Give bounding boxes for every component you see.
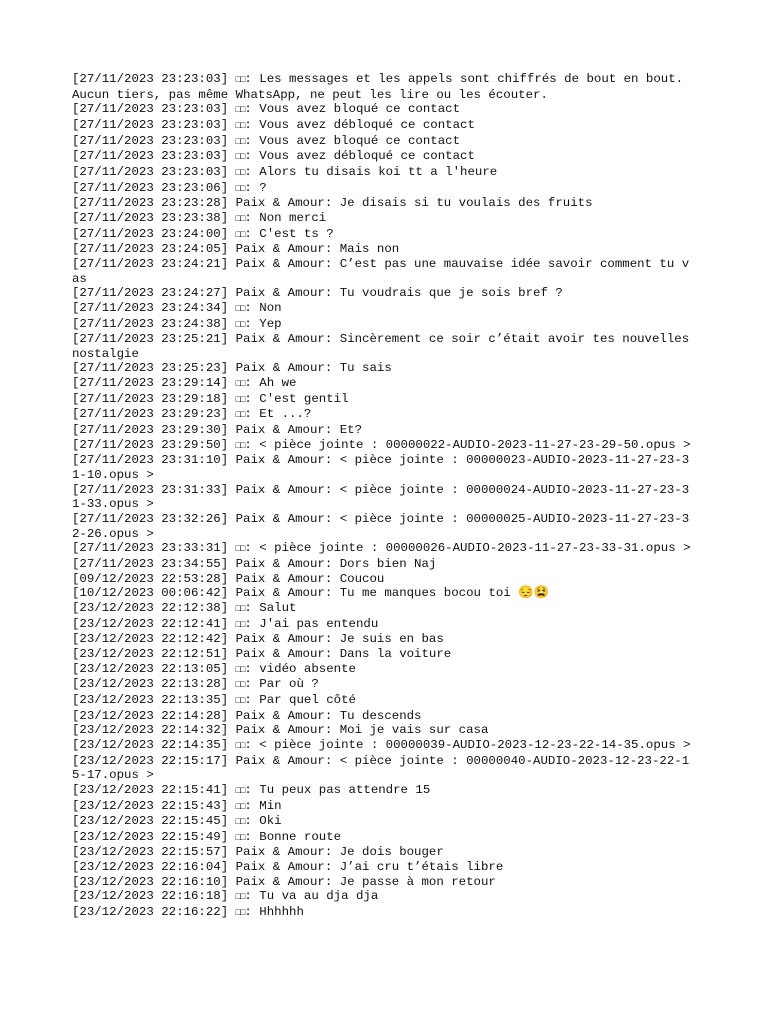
- message-timestamp: [27/11/2023 23:23:38]: [72, 210, 229, 225]
- message-text: Alors tu disais koi tt a l'heure: [259, 164, 498, 179]
- message-text: < pièce jointe : 00000024-AUDIO-2023-11-27-23-31-33.opus >: [72, 482, 690, 512]
- message-timestamp: [23/12/2023 22:13:35]: [72, 692, 229, 707]
- message-line: [27/11/2023 23:29:50] □□: < pièce jointe : 00000022-AUDIO-2023-11-27-23-29-50.opus >: [72, 437, 691, 452]
- message-timestamp: [27/11/2023 23:29:18]: [72, 391, 229, 406]
- message-sender: □□: [235, 167, 245, 178]
- message-timestamp: [23/12/2023 22:16:18]: [72, 889, 229, 904]
- message-text: < pièce jointe : 00000040-AUDIO-2023-12-23-22-15-17.opus >: [72, 753, 690, 783]
- message-text: Sincèrement ce soir c’était avoir tes nouvelles nostalgie: [72, 332, 697, 361]
- message-sender: □□: [235, 619, 245, 630]
- message-timestamp: [27/11/2023 23:32:26]: [72, 512, 229, 527]
- message-line: [23/12/2023 22:16:18] □□: Tu va au dja dja: [72, 889, 379, 904]
- message-sender: □□: [235, 394, 245, 405]
- message-sender: □□: [235, 785, 245, 796]
- message-timestamp: [23/12/2023 22:12:41]: [72, 616, 229, 631]
- message-timestamp: [27/11/2023 23:29:14]: [72, 376, 229, 391]
- message-timestamp: [23/12/2023 22:14:28]: [72, 708, 229, 723]
- message-text: Oki: [259, 814, 282, 829]
- message-timestamp: [23/12/2023 22:15:49]: [72, 829, 229, 844]
- message-text: Vous avez débloqué ce contact: [259, 149, 475, 164]
- message-timestamp: [23/12/2023 22:16:10]: [72, 874, 229, 889]
- message-line: [23/12/2023 22:15:49] □□: Bonne route: [72, 829, 342, 844]
- message-line: [27/11/2023 23:23:03] □□: Vous avez débloqué ce contact: [72, 117, 475, 132]
- message-text: Mais non: [339, 242, 400, 257]
- message-timestamp: [27/11/2023 23:23:03]: [72, 72, 229, 86]
- message-sender: Paix & Amour: [235, 332, 325, 347]
- message-line: [27/11/2023 23:23:03] □□: Vous avez débloqué ce contact: [72, 149, 475, 164]
- message-line: [27/11/2023 23:29:18] □□: C'est gentil: [72, 391, 349, 406]
- message-timestamp: [27/11/2023 23:24:27]: [72, 286, 229, 301]
- message-line: [23/12/2023 22:16:04] Paix & Amour: J’ai cru t’étais libre: [72, 860, 504, 875]
- message-line: [23/12/2023 22:15:17] Paix & Amour: < pièce jointe : 00000040-AUDIO-2023-12-23-22-15-17.opus >: [72, 753, 690, 783]
- message-line: [27/11/2023 23:24:05] Paix & Amour: Mais non: [72, 242, 400, 257]
- message-text: Yep: [259, 316, 282, 331]
- message-text: Je suis en bas: [339, 632, 444, 647]
- message-text: Tu me manques bocou toi 😔😫: [339, 586, 550, 601]
- message-timestamp: [27/11/2023 23:24:00]: [72, 226, 229, 241]
- message-text: Je disais si tu voulais des fruits: [339, 196, 593, 211]
- message-sender: □□: [235, 136, 245, 147]
- message-timestamp: [27/11/2023 23:24:34]: [72, 300, 229, 315]
- message-timestamp: [23/12/2023 22:12:38]: [72, 600, 229, 615]
- message-timestamp: [10/12/2023 00:06:42]: [72, 586, 229, 601]
- message-line: [27/11/2023 23:24:34] □□: Non: [72, 300, 282, 315]
- message-text: Salut: [259, 600, 297, 615]
- message-line: [27/11/2023 23:31:10] Paix & Amour: < pièce jointe : 00000023-AUDIO-2023-11-27-23-31-10.opus >: [72, 453, 690, 483]
- message-line: [27/11/2023 23:24:38] □□: Yep: [72, 316, 282, 331]
- message-text: Tu va au dja dja: [259, 889, 379, 904]
- message-text: Je passe à mon retour: [339, 874, 496, 889]
- message-sender: Paix & Amour: [235, 874, 325, 889]
- message-timestamp: [27/11/2023 23:23:28]: [72, 196, 229, 211]
- message-text: Ah we: [259, 376, 297, 391]
- message-text: < pièce jointe : 00000039-AUDIO-2023-12-23-22-14-35.opus >: [259, 737, 691, 752]
- message-line: [09/12/2023 22:53:28] Paix & Amour: Coucou: [72, 571, 385, 586]
- message-timestamp: [27/11/2023 23:23:06]: [72, 180, 229, 195]
- message-sender: □□: [235, 379, 245, 390]
- message-sender: □□: [235, 603, 245, 614]
- message-sender: Paix & Amour: [235, 753, 325, 768]
- message-timestamp: [23/12/2023 22:15:43]: [72, 798, 229, 813]
- message-timestamp: [23/12/2023 22:15:57]: [72, 845, 229, 860]
- message-timestamp: [23/12/2023 22:15:45]: [72, 814, 229, 829]
- message-line: [23/12/2023 22:14:35] □□: < pièce jointe : 00000039-AUDIO-2023-12-23-22-14-35.opus >: [72, 737, 691, 752]
- message-line: [23/12/2023 22:12:42] Paix & Amour: Je suis en bas: [72, 632, 444, 647]
- message-line: [23/12/2023 22:15:41] □□: Tu peux pas attendre 15: [72, 782, 431, 797]
- message-timestamp: [23/12/2023 22:14:35]: [72, 737, 229, 752]
- message-timestamp: [23/12/2023 22:16:04]: [72, 860, 229, 875]
- message-timestamp: [23/12/2023 22:12:51]: [72, 646, 229, 661]
- message-sender: Paix & Amour: [235, 708, 325, 723]
- message-line: [27/11/2023 23:23:06] □□: ?: [72, 180, 267, 195]
- message-timestamp: [27/11/2023 23:31:33]: [72, 482, 229, 497]
- message-line: [10/12/2023 00:06:42] Paix & Amour: Tu me manques bocou toi 😔😫: [72, 586, 550, 601]
- message-line: [23/12/2023 22:13:05] □□: vidéo absente: [72, 661, 356, 676]
- message-text: Coucou: [339, 571, 385, 586]
- message-sender: □□: [235, 183, 245, 194]
- message-line: [27/11/2023 23:23:03] □□: Les messages et les appels sont chiffrés de bout en bout. Aucun tiers, pas même WhatsApp, ne peut les lire ou les écouter.: [72, 72, 691, 102]
- message-line: [23/12/2023 22:14:32] Paix & Amour: Moi je vais sur casa: [72, 723, 489, 738]
- message-text: C'est ts ?: [259, 226, 334, 241]
- message-timestamp: [23/12/2023 22:14:32]: [72, 723, 229, 738]
- message-text: Et ...?: [259, 407, 312, 422]
- message-timestamp: [27/11/2023 23:31:10]: [72, 453, 229, 468]
- message-sender: Paix & Amour: [235, 845, 325, 860]
- message-line: [27/11/2023 23:25:21] Paix & Amour: Sincèrement ce soir c’était avoir tes nouvelles nostalgie: [72, 332, 697, 361]
- message-text: Et?: [339, 423, 363, 438]
- message-text: Moi je vais sur casa: [339, 723, 489, 738]
- message-line: [27/11/2023 23:32:26] Paix & Amour: < pièce jointe : 00000025-AUDIO-2023-11-27-23-32-26.opus >: [72, 512, 690, 541]
- message-line: [23/12/2023 22:13:28] □□: Par où ?: [72, 677, 319, 692]
- message-line: [27/11/2023 23:23:38] □□: Non merci: [72, 210, 327, 225]
- message-timestamp: [09/12/2023 22:53:28]: [72, 571, 229, 586]
- message-sender: □□: [235, 105, 245, 116]
- message-text: < pièce jointe : 00000026-AUDIO-2023-11-27-23-33-31.opus >: [259, 541, 691, 556]
- message-sender: □□: [235, 213, 245, 224]
- message-text: C'est gentil: [259, 391, 349, 406]
- message-line: [23/12/2023 22:14:28] Paix & Amour: Tu descends: [72, 708, 422, 723]
- message-text: < pièce jointe : 00000023-AUDIO-2023-11-27-23-31-10.opus >: [72, 453, 690, 483]
- message-timestamp: [27/11/2023 23:33:31]: [72, 541, 229, 556]
- message-text: Par quel côté: [259, 692, 356, 707]
- message-sender: Paix & Amour: [235, 860, 325, 875]
- message-timestamp: [27/11/2023 23:23:03]: [72, 164, 229, 179]
- message-line: [23/12/2023 22:16:10] Paix & Amour: Je passe à mon retour: [72, 874, 496, 889]
- message-line: [27/11/2023 23:23:03] □□: Alors tu disais koi tt a l'heure: [72, 164, 498, 179]
- message-text: Hhhhhh: [259, 905, 304, 920]
- message-sender: Paix & Amour: [235, 646, 325, 661]
- message-text: vidéo absente: [259, 661, 356, 676]
- message-text: Min: [259, 798, 282, 813]
- message-sender: □□: [235, 908, 245, 919]
- message-line: [23/12/2023 22:13:35] □□: Par quel côté: [72, 692, 356, 707]
- message-sender: Paix & Amour: [235, 557, 325, 571]
- message-sender: □□: [235, 120, 245, 131]
- message-text: Tu voudrais que je sois bref ?: [339, 286, 563, 301]
- message-text: Tu descends: [339, 708, 422, 723]
- message-timestamp: [27/11/2023 23:23:03]: [72, 133, 229, 148]
- message-timestamp: [27/11/2023 23:23:03]: [72, 117, 229, 132]
- message-line: [23/12/2023 22:16:22] □□: Hhhhhh: [72, 905, 304, 920]
- message-timestamp: [27/11/2023 23:29:50]: [72, 437, 229, 452]
- message-line: [27/11/2023 23:31:33] Paix & Amour: < pièce jointe : 00000024-AUDIO-2023-11-27-23-31-33.opus >: [72, 482, 690, 512]
- message-sender: Paix & Amour: [235, 423, 325, 438]
- message-line: [23/12/2023 22:12:41] □□: J'ai pas entendu: [72, 616, 379, 631]
- message-line: [27/11/2023 23:29:14] □□: Ah we: [72, 376, 297, 391]
- message-sender: Paix & Amour: [235, 242, 325, 257]
- message-text: < pièce jointe : 00000022-AUDIO-2023-11-27-23-29-50.opus >: [259, 437, 691, 452]
- message-sender: Paix & Amour: [235, 723, 325, 738]
- message-text: ?: [259, 180, 267, 195]
- chat-transcript: [72, 72, 696, 921]
- message-sender: Paix & Amour: [235, 196, 325, 211]
- message-text: Les messages et les appels sont chiffrés de bout en bout. Aucun tiers, pas même WhatsApp, ne peut les lire ou les écouter.: [72, 72, 691, 102]
- message-sender: □□: [235, 75, 245, 85]
- message-timestamp: [23/12/2023 22:13:05]: [72, 661, 229, 676]
- message-sender: □□: [235, 680, 245, 691]
- message-timestamp: [27/11/2023 23:25:23]: [72, 361, 229, 376]
- message-text: Bonne route: [259, 829, 342, 844]
- message-text: Tu peux pas attendre 15: [259, 782, 431, 797]
- message-line: [23/12/2023 22:15:45] □□: Oki: [72, 814, 282, 829]
- message-text: J'ai pas entendu: [259, 616, 379, 631]
- message-line: [23/12/2023 22:12:51] Paix & Amour: Dans la voiture: [72, 646, 452, 661]
- message-text: Dans la voiture: [339, 646, 452, 661]
- message-text: Non merci: [259, 210, 327, 225]
- message-line: [27/11/2023 23:33:31] □□: < pièce jointe : 00000026-AUDIO-2023-11-27-23-33-31.opus >: [72, 541, 691, 556]
- message-line: [23/12/2023 22:15:57] Paix & Amour: Je dois bouger: [72, 845, 444, 860]
- message-line: [27/11/2023 23:23:03] □□: Vous avez bloqué ce contact: [72, 102, 461, 117]
- message-sender: Paix & Amour: [235, 632, 325, 647]
- message-text: Non: [259, 300, 282, 315]
- message-timestamp: [27/11/2023 23:23:03]: [72, 149, 229, 164]
- message-timestamp: [27/11/2023 23:29:23]: [72, 407, 229, 422]
- message-sender: □□: [235, 229, 245, 240]
- message-sender: □□: [235, 664, 245, 675]
- message-line: [23/12/2023 22:12:38] □□: Salut: [72, 600, 297, 615]
- message-timestamp: [27/11/2023 23:24:05]: [72, 242, 229, 257]
- message-sender: □□: [235, 440, 245, 451]
- message-line: [27/11/2023 23:23:03] □□: Vous avez bloqué ce contact: [72, 133, 461, 148]
- message-text: Par où ?: [259, 677, 319, 692]
- message-sender: □□: [235, 695, 245, 706]
- message-timestamp: [23/12/2023 22:16:22]: [72, 905, 229, 920]
- message-timestamp: [23/12/2023 22:12:42]: [72, 632, 229, 647]
- message-text: < pièce jointe : 00000025-AUDIO-2023-11-27-23-32-26.opus >: [72, 512, 690, 541]
- message-sender: □□: [235, 740, 245, 751]
- message-sender: □□: [235, 303, 245, 314]
- message-line: [27/11/2023 23:25:23] Paix & Amour: Tu sais: [72, 361, 392, 376]
- message-text: Je dois bouger: [339, 845, 444, 860]
- message-timestamp: [27/11/2023 23:29:30]: [72, 423, 229, 438]
- message-sender: □□: [235, 892, 245, 903]
- message-sender: □□: [235, 410, 245, 421]
- message-text: Vous avez débloqué ce contact: [259, 117, 475, 132]
- message-sender: Paix & Amour: [235, 286, 325, 301]
- message-text: Vous avez bloqué ce contact: [259, 102, 461, 117]
- message-sender: □□: [235, 832, 245, 843]
- message-timestamp: [27/11/2023 23:24:38]: [72, 316, 229, 331]
- message-sender: Paix & Amour: [235, 453, 325, 468]
- message-text: Dors bien Naj: [339, 557, 437, 571]
- message-sender: Paix & Amour: [235, 256, 325, 271]
- message-line: [27/11/2023 23:29:30] Paix & Amour: Et?: [72, 423, 363, 438]
- message-sender: Paix & Amour: [235, 361, 325, 376]
- message-timestamp: [27/11/2023 23:23:03]: [72, 102, 229, 117]
- message-line: [27/11/2023 23:34:55] Paix & Amour: Dors bien Naj: [72, 557, 437, 571]
- message-timestamp: [27/11/2023 23:34:55]: [72, 557, 229, 571]
- message-line: [27/11/2023 23:29:23] □□: Et ...?: [72, 407, 312, 422]
- message-sender: □□: [235, 817, 245, 828]
- message-sender: Paix & Amour: [235, 586, 325, 601]
- message-line: [27/11/2023 23:23:28] Paix & Amour: Je disais si tu voulais des fruits: [72, 196, 593, 211]
- message-timestamp: [27/11/2023 23:25:21]: [72, 332, 229, 347]
- message-timestamp: [23/12/2023 22:15:41]: [72, 782, 229, 797]
- message-line: [27/11/2023 23:24:00] □□: C'est ts ?: [72, 226, 334, 241]
- message-timestamp: [27/11/2023 23:24:21]: [72, 256, 229, 271]
- message-sender: Paix & Amour: [235, 512, 325, 527]
- message-line: [23/12/2023 22:15:43] □□: Min: [72, 798, 282, 813]
- message-sender: Paix & Amour: [235, 571, 325, 586]
- message-line: [27/11/2023 23:24:27] Paix & Amour: Tu voudrais que je sois bref ?: [72, 286, 563, 301]
- message-sender: Paix & Amour: [235, 482, 325, 497]
- message-text: Vous avez bloqué ce contact: [259, 133, 461, 148]
- message-line: [27/11/2023 23:24:21] Paix & Amour: C’est pas une mauvaise idée savoir comment tu vas: [72, 256, 690, 286]
- message-sender: □□: [235, 319, 245, 330]
- message-sender: □□: [235, 801, 245, 812]
- message-text: J’ai cru t’étais libre: [339, 860, 504, 875]
- message-timestamp: [23/12/2023 22:15:17]: [72, 753, 229, 768]
- message-text: C’est pas une mauvaise idée savoir comment tu vas: [72, 256, 690, 286]
- message-timestamp: [23/12/2023 22:13:28]: [72, 677, 229, 692]
- message-text: Tu sais: [339, 361, 392, 376]
- message-sender: □□: [235, 152, 245, 163]
- message-sender: □□: [235, 544, 245, 555]
